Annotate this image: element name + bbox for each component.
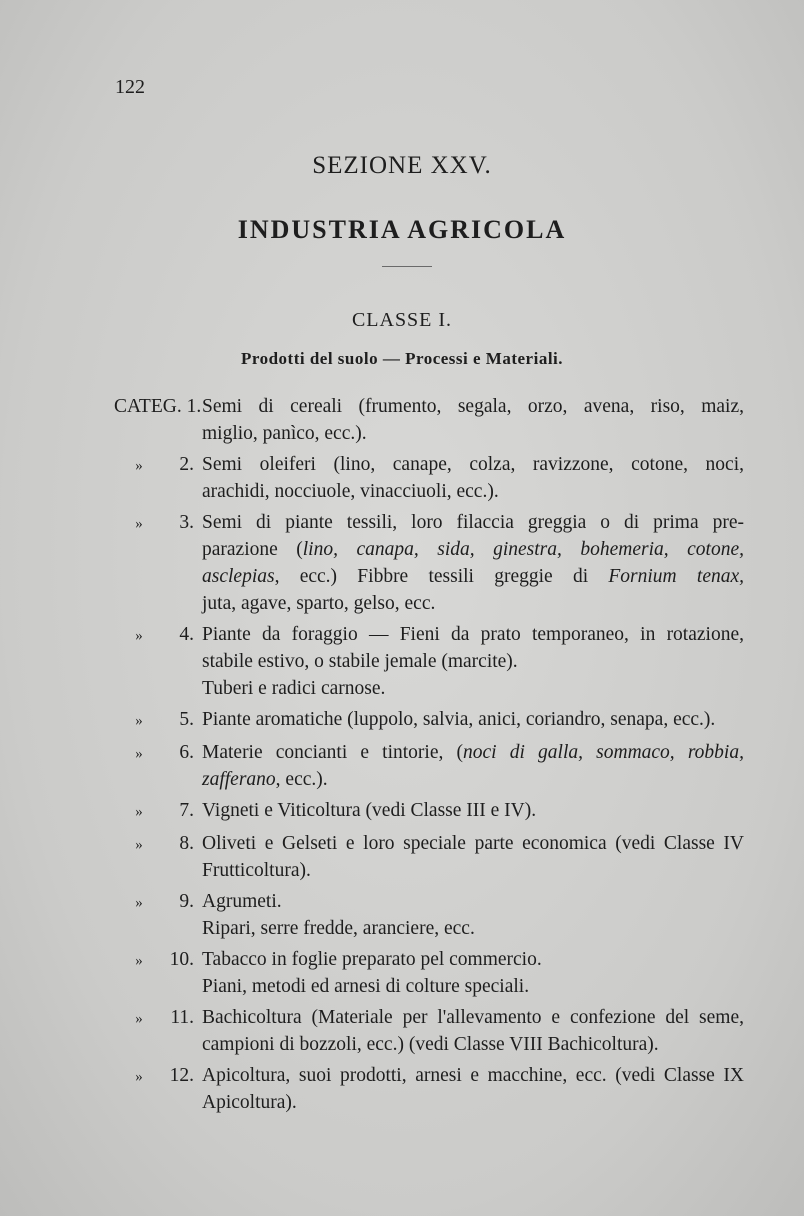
list-item — [114, 1062, 744, 1116]
list-item — [114, 888, 744, 942]
item-text-cont: miglio, panìco, ecc.). — [202, 423, 367, 444]
item-text-cont: asclepias, ecc.) Fibbre tessili greggie di Fornium tenax, — [202, 566, 745, 587]
item-number: 10. — [169, 949, 194, 970]
item-text: Vigneti e Viticoltura (vedi Classe III e IV). — [202, 800, 537, 821]
list-item — [114, 739, 744, 793]
category-list — [114, 393, 744, 1120]
ditto-mark: » — [135, 628, 143, 644]
item-number: 12. — [169, 1065, 194, 1086]
item-number: 5. — [179, 709, 194, 730]
ditto-mark: » — [135, 895, 143, 911]
item-text-cont: campioni di bozzoli, ecc.) (vedi Classe VIII Bachicoltura). — [202, 1034, 659, 1055]
item-number: 6. — [179, 742, 194, 763]
ditto-mark: » — [135, 746, 143, 762]
item-number: 8. — [179, 833, 194, 854]
item-text-cont: Apicoltura). — [202, 1092, 297, 1113]
class-heading: CLASSE I. — [351, 309, 453, 331]
item-number: 7. — [179, 800, 194, 821]
item-number: 9. — [179, 891, 194, 912]
item-number: 1. — [186, 396, 202, 417]
item-text: Piante da foraggio — Fieni da prato temporaneo, in rotazione, — [202, 624, 744, 645]
categ-label: CATEG. — [114, 396, 182, 417]
list-item — [114, 706, 744, 735]
item-text: Tabacco in foglie preparato pel commercio. — [202, 949, 542, 970]
list-item — [114, 830, 744, 884]
item-number: 11. — [170, 1007, 194, 1028]
page-title: INDUSTRIA AGRICOLA — [237, 215, 567, 244]
item-text: Bachicoltura (Materiale per l'allevamento e confezione del seme, — [202, 1007, 744, 1028]
item-number: 2. — [179, 454, 194, 475]
ditto-mark: » — [135, 458, 143, 474]
list-item — [114, 393, 744, 447]
page-number: 122 — [115, 76, 145, 98]
item-subtext: Piani, metodi ed arnesi di colture speciali. — [202, 976, 530, 997]
ditto-mark: » — [135, 516, 143, 532]
item-text-cont: zafferano, ecc.). — [202, 769, 328, 790]
ditto-mark: » — [135, 804, 143, 820]
item-text-cont: juta, agave, sparto, gelso, ecc. — [202, 593, 436, 614]
item-text-cont: Frutticoltura). — [202, 860, 311, 881]
item-subtext: Ripari, serre fredde, aranciere, ecc. — [202, 918, 475, 939]
list-item — [114, 509, 744, 617]
item-text: Semi oleiferi (lino, canape, colza, ravizzone, cotone, noci, — [202, 454, 744, 475]
item-text: Piante aromatiche (luppolo, salvia, anici, coriandro, senapa, ecc.). — [202, 709, 716, 730]
item-number: 3. — [179, 512, 194, 533]
item-text: Semi di piante tessili, loro filaccia greggia o di prima pre- — [202, 512, 744, 533]
item-text: Materie concianti e tintorie, (noci di galla, sommaco, robbia, — [202, 742, 744, 763]
title-divider — [382, 266, 432, 267]
ditto-mark: » — [135, 1011, 143, 1027]
item-text-cont: stabile estivo, o stabile jemale (marcite). — [202, 651, 518, 672]
list-item — [114, 797, 744, 826]
list-item — [114, 1004, 744, 1058]
list-item — [114, 946, 744, 1000]
item-text: Semi di cereali (frumento, segala, orzo, avena, riso, maiz, — [202, 396, 744, 417]
item-subtext: Tuberi e radici carnose. — [202, 678, 386, 699]
list-item — [114, 451, 744, 505]
section-heading: SEZIONE XXV. — [312, 152, 492, 179]
ditto-mark: » — [135, 953, 143, 969]
ditto-mark: » — [135, 713, 143, 729]
list-item — [114, 621, 744, 702]
item-text-cont: parazione (lino, canapa, sida, ginestra, bohemeria, cotone, — [202, 539, 744, 560]
item-number: 4. — [179, 624, 194, 645]
ditto-mark: » — [135, 1069, 143, 1085]
ditto-mark: » — [135, 837, 143, 853]
class-subtitle: Prodotti del suolo — Processi e Materiali. — [240, 349, 564, 368]
item-text: Oliveti e Gelseti e loro speciale parte economica (vedi Classe IV — [202, 833, 744, 854]
item-text: Agrumeti. — [202, 891, 282, 912]
item-text-cont: arachidi, nocciuole, vinacciuoli, ecc.). — [202, 481, 499, 502]
item-text: Apicoltura, suoi prodotti, arnesi e macchine, ecc. (vedi Classe IX — [202, 1065, 744, 1086]
